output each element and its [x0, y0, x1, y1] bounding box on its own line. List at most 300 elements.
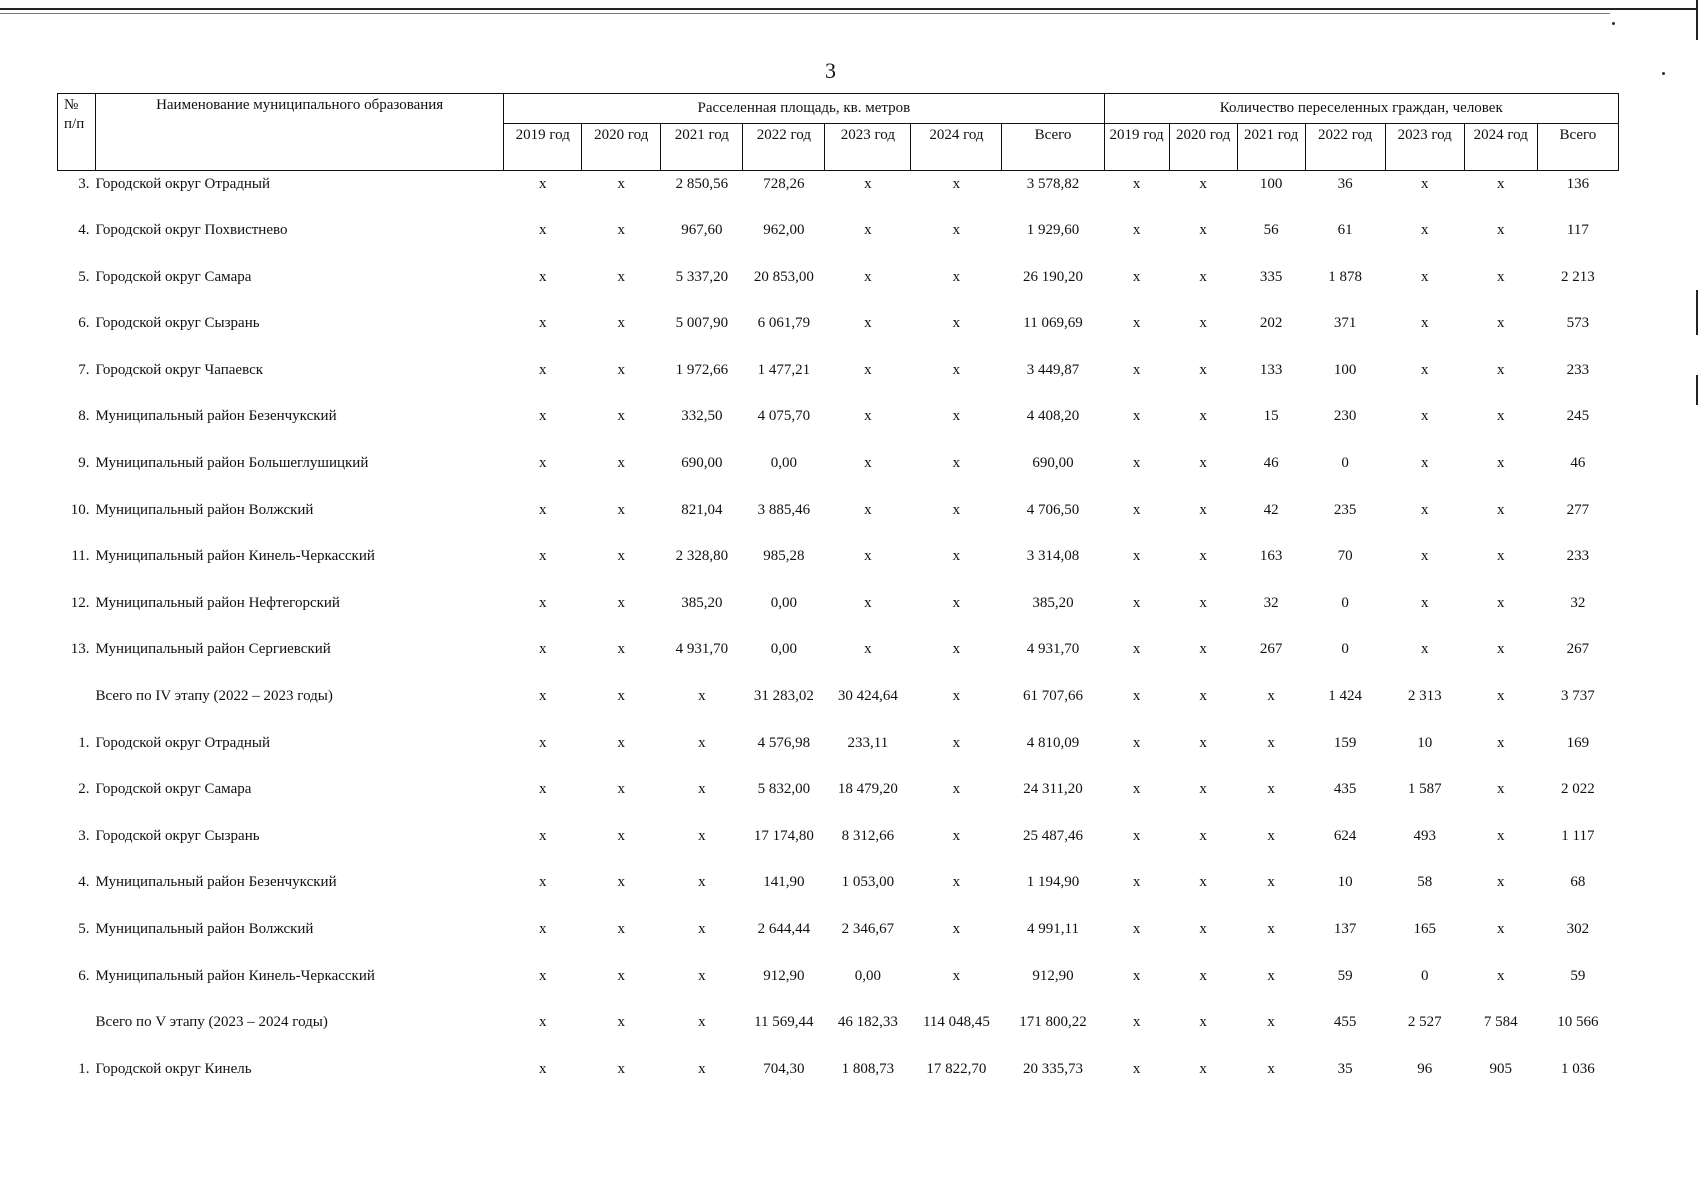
- table-row: [58, 357, 1619, 404]
- people-cell: 435: [1333, 781, 1357, 798]
- area-cell: x: [864, 315, 872, 332]
- page-number: 3: [825, 58, 836, 83]
- area-cell: x: [952, 548, 961, 565]
- people-cell: 59: [1570, 967, 1586, 984]
- area-cell: x: [539, 361, 547, 378]
- people-cell: 61: [1337, 222, 1353, 239]
- area-cell: x: [617, 827, 626, 844]
- resettlement-table: [57, 93, 1619, 1102]
- area-cell: x: [952, 222, 961, 239]
- area-cell: x: [617, 1060, 626, 1077]
- area-cell: x: [539, 594, 547, 611]
- people-cell: 230: [1333, 408, 1357, 425]
- area-cell: 1 194,90: [1026, 874, 1080, 891]
- area-cell: x: [617, 315, 626, 332]
- people-cell: x: [1496, 641, 1505, 658]
- people-cell: x: [1420, 641, 1429, 658]
- people-cell: x: [1132, 361, 1141, 378]
- people-cell: 58: [1417, 874, 1433, 891]
- area-cell: x: [698, 781, 706, 798]
- people-cell: x: [1199, 688, 1207, 705]
- people-cell: x: [1496, 827, 1505, 844]
- area-cell: 385,20: [1032, 594, 1074, 611]
- area-cell: 2 850,56: [675, 176, 729, 192]
- area-cell: x: [617, 176, 626, 192]
- header-people-2021: 2021 год: [1237, 124, 1305, 171]
- header-area-2021: 2021 год: [661, 124, 743, 171]
- area-cell: x: [698, 827, 706, 844]
- municipality-name: Городской округ Кинель: [95, 1060, 252, 1077]
- people-cell: x: [1267, 688, 1275, 705]
- municipality-name: Муниципальный район Кинель-Черкасский: [95, 548, 375, 565]
- people-cell: 235: [1333, 501, 1357, 518]
- row-number: 2.: [78, 781, 90, 798]
- area-cell: 17 174,80: [753, 827, 814, 844]
- people-cell: x: [1420, 455, 1429, 472]
- area-cell: 3 449,87: [1026, 361, 1080, 378]
- people-cell: x: [1496, 688, 1505, 705]
- people-cell: 163: [1259, 548, 1283, 565]
- header-number: № п/п: [58, 94, 96, 171]
- people-cell: x: [1420, 315, 1429, 332]
- header-area-2024: 2024 год: [911, 124, 1002, 171]
- area-cell: x: [952, 921, 961, 937]
- area-cell: 4 991,11: [1027, 921, 1079, 937]
- area-cell: 912,90: [763, 967, 805, 984]
- row-number: 10.: [70, 501, 90, 518]
- people-cell: 10: [1417, 734, 1433, 751]
- area-cell: 233,11: [847, 734, 889, 751]
- people-cell: 56: [1263, 222, 1279, 239]
- municipality-name: Городской округ Отрадный: [95, 734, 271, 751]
- people-cell: 0: [1341, 594, 1349, 611]
- area-cell: x: [617, 874, 626, 891]
- area-cell: 704,30: [763, 1060, 805, 1077]
- area-cell: 25 487,46: [1023, 827, 1083, 844]
- people-cell: 233: [1566, 548, 1590, 565]
- header-area-group: Расселенная площадь, кв. метров: [504, 94, 1104, 124]
- people-cell: x: [1199, 408, 1207, 425]
- people-cell: x: [1199, 781, 1207, 798]
- municipality-name: Городской округ Отрадный: [95, 176, 271, 192]
- area-cell: x: [864, 408, 872, 425]
- municipality-name: Городской округ Самара: [95, 268, 252, 285]
- area-cell: x: [617, 688, 626, 705]
- people-cell: 0: [1341, 641, 1349, 658]
- row-number: 6.: [78, 315, 90, 332]
- area-cell: x: [864, 501, 872, 518]
- row-number: 1.: [78, 1060, 90, 1077]
- area-cell: x: [952, 827, 961, 844]
- area-cell: 967,60: [681, 222, 723, 239]
- people-cell: 15: [1263, 408, 1279, 425]
- area-cell: x: [952, 781, 961, 798]
- people-cell: x: [1496, 967, 1505, 984]
- area-cell: x: [952, 688, 961, 705]
- header-area-2022: 2022 год: [743, 124, 825, 171]
- area-cell: 728,26: [763, 176, 805, 192]
- area-cell: x: [698, 1014, 706, 1031]
- area-cell: x: [698, 921, 706, 937]
- people-cell: x: [1132, 641, 1141, 658]
- area-cell: 171 800,22: [1019, 1014, 1087, 1031]
- area-cell: x: [952, 455, 961, 472]
- row-number: 5.: [78, 921, 90, 937]
- municipality-name: Городской округ Сызрань: [95, 315, 260, 332]
- row-number: 6.: [78, 967, 90, 984]
- area-cell: 912,90: [1032, 967, 1074, 984]
- people-cell: 624: [1333, 827, 1357, 844]
- area-cell: x: [864, 594, 872, 611]
- people-cell: x: [1199, 176, 1207, 192]
- area-cell: x: [617, 594, 626, 611]
- municipality-name: Муниципальный район Большеглушицкий: [95, 455, 369, 472]
- municipality-name: Муниципальный район Кинель-Черкасский: [95, 967, 375, 984]
- row-number: 3.: [78, 827, 90, 844]
- area-cell: 114 048,45: [922, 1014, 990, 1031]
- people-cell: 32: [1570, 594, 1586, 611]
- area-cell: x: [698, 688, 706, 705]
- area-cell: x: [617, 1014, 626, 1031]
- people-cell: 3 737: [1560, 688, 1595, 705]
- area-cell: 0,00: [770, 594, 797, 611]
- people-cell: x: [1132, 501, 1141, 518]
- people-cell: x: [1132, 921, 1141, 937]
- people-cell: 267: [1259, 641, 1283, 658]
- people-cell: 0: [1420, 967, 1429, 984]
- scan-speck: [1662, 72, 1665, 75]
- top-border-line-secondary: [0, 13, 1610, 14]
- people-cell: x: [1420, 268, 1429, 285]
- people-cell: x: [1199, 827, 1207, 844]
- area-cell: 3 885,46: [757, 501, 811, 518]
- people-cell: 165: [1413, 921, 1436, 937]
- area-cell: x: [864, 176, 872, 192]
- area-cell: 30 424,64: [837, 688, 898, 705]
- municipality-name: Муниципальный район Безенчукский: [95, 874, 337, 891]
- area-cell: x: [698, 967, 706, 984]
- table-row: [58, 450, 1619, 497]
- people-cell: x: [1420, 408, 1429, 425]
- people-cell: 2 527: [1407, 1014, 1442, 1031]
- table-row: [58, 497, 1619, 544]
- people-cell: 202: [1259, 315, 1283, 332]
- people-cell: x: [1496, 315, 1505, 332]
- people-cell: 277: [1566, 501, 1590, 518]
- area-cell: x: [539, 1014, 547, 1031]
- table-row: [58, 264, 1619, 311]
- area-cell: x: [952, 315, 961, 332]
- people-cell: x: [1420, 594, 1429, 611]
- header-people-2019: 2019 год: [1104, 124, 1169, 171]
- area-cell: 690,00: [681, 455, 723, 472]
- table-row: [58, 869, 1619, 916]
- people-cell: x: [1132, 268, 1141, 285]
- people-cell: x: [1496, 594, 1505, 611]
- people-cell: 96: [1417, 1060, 1433, 1077]
- people-cell: x: [1132, 827, 1141, 844]
- header-people-2024: 2024 год: [1464, 124, 1537, 171]
- people-cell: 46: [1570, 455, 1586, 472]
- people-cell: x: [1199, 874, 1207, 891]
- area-cell: x: [539, 1060, 547, 1077]
- area-cell: 4 576,98: [757, 734, 811, 751]
- area-cell: 5 007,90: [675, 315, 729, 332]
- area-cell: 20 335,73: [1023, 1060, 1083, 1077]
- area-cell: x: [617, 921, 626, 937]
- area-cell: x: [698, 1060, 706, 1077]
- people-cell: 1 424: [1328, 688, 1363, 705]
- row-number: [58, 683, 96, 730]
- people-cell: 371: [1333, 315, 1357, 332]
- header-municipality-name: Наименование муниципального образования: [96, 94, 504, 171]
- people-cell: x: [1199, 1060, 1207, 1077]
- area-cell: x: [539, 455, 547, 472]
- area-cell: x: [864, 222, 872, 239]
- people-cell: 100: [1259, 176, 1283, 192]
- area-cell: x: [952, 594, 961, 611]
- people-cell: 493: [1413, 827, 1436, 844]
- area-cell: x: [952, 501, 961, 518]
- area-cell: x: [617, 781, 626, 798]
- area-cell: x: [617, 501, 626, 518]
- row-number: 7.: [78, 361, 90, 378]
- people-cell: x: [1267, 734, 1275, 751]
- area-cell: x: [617, 548, 626, 565]
- people-cell: x: [1496, 455, 1505, 472]
- people-cell: 573: [1566, 315, 1590, 332]
- people-cell: 1 036: [1560, 1060, 1595, 1077]
- area-cell: 61 707,66: [1023, 688, 1083, 705]
- area-cell: 4 706,50: [1026, 501, 1080, 518]
- area-cell: 1 053,00: [841, 874, 895, 891]
- people-cell: x: [1132, 408, 1141, 425]
- people-cell: 245: [1566, 408, 1590, 425]
- people-cell: 100: [1333, 361, 1357, 378]
- people-cell: x: [1496, 268, 1505, 285]
- area-cell: 1 929,60: [1026, 222, 1080, 239]
- area-cell: 962,00: [763, 222, 805, 239]
- area-cell: 0,00: [770, 641, 797, 658]
- header-area-total: Всего: [1002, 124, 1104, 171]
- area-cell: x: [539, 268, 547, 285]
- people-cell: x: [1420, 222, 1429, 239]
- people-cell: x: [1199, 222, 1207, 239]
- area-cell: 1 972,66: [675, 361, 729, 378]
- people-cell: 1 117: [1561, 827, 1595, 844]
- area-cell: 1 808,73: [841, 1060, 895, 1077]
- area-cell: 2 328,80: [675, 548, 729, 565]
- area-cell: 2 346,67: [841, 921, 895, 937]
- area-cell: x: [617, 268, 626, 285]
- table-row: [58, 1056, 1619, 1103]
- row-number: 11.: [71, 548, 90, 565]
- people-cell: 137: [1333, 921, 1357, 937]
- header-area-2020: 2020 год: [582, 124, 661, 171]
- people-cell: x: [1199, 361, 1207, 378]
- area-cell: 11 569,44: [754, 1014, 814, 1031]
- people-cell: 10 566: [1557, 1014, 1599, 1031]
- people-cell: x: [1420, 176, 1429, 192]
- area-cell: x: [539, 222, 547, 239]
- row-number: 9.: [78, 455, 90, 472]
- row-number: 4.: [78, 222, 90, 239]
- municipality-name: Муниципальный район Волжский: [95, 501, 314, 518]
- people-cell: x: [1199, 1014, 1207, 1031]
- area-cell: x: [539, 641, 547, 658]
- people-cell: 159: [1333, 734, 1357, 751]
- header-people-2020: 2020 год: [1169, 124, 1237, 171]
- row-number: [58, 1009, 96, 1056]
- people-cell: x: [1132, 967, 1141, 984]
- people-cell: x: [1132, 874, 1141, 891]
- area-cell: 20 853,00: [753, 268, 814, 285]
- people-cell: x: [1496, 176, 1505, 192]
- people-cell: 0: [1341, 455, 1349, 472]
- people-cell: x: [1267, 874, 1275, 891]
- municipality-name: Муниципальный район Волжский: [95, 921, 314, 937]
- people-cell: x: [1132, 548, 1141, 565]
- table-row: [58, 916, 1619, 963]
- municipality-name: Городской округ Сызрань: [95, 827, 260, 844]
- stage-total-label: Всего по V этапу (2023 – 2024 годы): [95, 1014, 328, 1031]
- row-number: 4.: [78, 874, 90, 891]
- area-cell: x: [864, 455, 872, 472]
- row-number: 12.: [70, 594, 90, 611]
- area-cell: 17 822,70: [926, 1060, 987, 1077]
- people-cell: x: [1132, 594, 1141, 611]
- people-cell: x: [1199, 548, 1207, 565]
- people-cell: x: [1199, 921, 1207, 937]
- people-cell: 1 587: [1407, 781, 1442, 798]
- people-cell: x: [1199, 501, 1207, 518]
- area-cell: x: [539, 501, 547, 518]
- stage-total-label: Всего по IV этапу (2022 – 2023 годы): [95, 688, 333, 705]
- table-row: [58, 730, 1619, 777]
- people-cell: x: [1267, 921, 1275, 937]
- area-cell: 821,04: [681, 501, 723, 518]
- area-cell: 0,00: [854, 967, 881, 984]
- area-cell: x: [952, 408, 961, 425]
- table-row: [58, 963, 1619, 1010]
- area-cell: x: [952, 268, 961, 285]
- people-cell: 267: [1566, 641, 1590, 658]
- people-cell: 455: [1333, 1014, 1357, 1031]
- header-people-group: Количество переселенных граждан, человек: [1104, 94, 1618, 124]
- area-cell: 4 931,70: [1026, 641, 1080, 658]
- people-cell: 32: [1263, 594, 1279, 611]
- area-cell: 4 931,70: [675, 641, 729, 658]
- people-cell: x: [1199, 734, 1207, 751]
- people-cell: 1 878: [1328, 268, 1363, 285]
- people-cell: x: [1199, 594, 1207, 611]
- people-cell: x: [1420, 361, 1429, 378]
- area-cell: x: [539, 921, 547, 937]
- people-cell: x: [1496, 781, 1505, 798]
- people-cell: 335: [1259, 268, 1283, 285]
- area-cell: 6 061,79: [757, 315, 811, 332]
- area-cell: x: [698, 874, 706, 891]
- municipality-name: Городской округ Чапаевск: [95, 361, 264, 378]
- table-row: [58, 171, 1619, 218]
- area-cell: x: [952, 734, 961, 751]
- area-cell: 141,90: [763, 874, 805, 891]
- people-cell: 36: [1337, 176, 1353, 192]
- people-cell: 233: [1566, 361, 1590, 378]
- people-cell: x: [1267, 827, 1275, 844]
- area-cell: 4 810,09: [1026, 734, 1080, 751]
- area-cell: x: [617, 967, 626, 984]
- people-cell: x: [1420, 501, 1429, 518]
- people-cell: x: [1267, 1060, 1275, 1077]
- people-cell: x: [1132, 688, 1141, 705]
- area-cell: 24 311,20: [1023, 781, 1083, 798]
- municipality-name: Городской округ Самара: [95, 781, 252, 798]
- people-cell: 2 313: [1407, 688, 1442, 705]
- table-row: [58, 776, 1619, 823]
- people-cell: x: [1199, 967, 1207, 984]
- area-cell: 18 479,20: [837, 781, 898, 798]
- row-number: 13.: [70, 641, 90, 658]
- area-cell: x: [539, 688, 547, 705]
- area-cell: 690,00: [1032, 455, 1074, 472]
- scan-speck: [1612, 22, 1615, 25]
- area-cell: x: [864, 548, 872, 565]
- area-cell: 3 314,08: [1026, 548, 1080, 565]
- area-cell: x: [617, 734, 626, 751]
- area-cell: 2 644,44: [757, 921, 811, 937]
- people-cell: x: [1132, 734, 1141, 751]
- area-cell: x: [864, 361, 872, 378]
- people-cell: x: [1267, 781, 1275, 798]
- people-cell: x: [1496, 361, 1505, 378]
- table-row: [58, 590, 1619, 637]
- area-cell: x: [539, 781, 547, 798]
- row-number: 8.: [78, 408, 90, 425]
- people-cell: 59: [1337, 967, 1353, 984]
- area-cell: 26 190,20: [1023, 268, 1083, 285]
- area-cell: 0,00: [770, 455, 797, 472]
- people-cell: x: [1496, 408, 1505, 425]
- header-people-total: Всего: [1537, 124, 1618, 171]
- people-cell: x: [1420, 548, 1429, 565]
- area-cell: 11 069,69: [1023, 315, 1083, 332]
- area-cell: x: [539, 408, 547, 425]
- area-cell: x: [539, 176, 547, 192]
- people-cell: x: [1199, 455, 1207, 472]
- area-cell: x: [952, 176, 961, 192]
- area-cell: 385,20: [681, 594, 723, 611]
- area-cell: 985,28: [763, 548, 805, 565]
- area-cell: 4 408,20: [1026, 408, 1080, 425]
- people-cell: x: [1132, 1060, 1141, 1077]
- table-row: [58, 403, 1619, 450]
- people-cell: 46: [1263, 455, 1279, 472]
- people-cell: x: [1132, 176, 1141, 192]
- people-cell: x: [1496, 874, 1505, 891]
- area-cell: 1 477,21: [757, 361, 811, 378]
- municipality-name: Городской округ Похвистнево: [95, 222, 288, 239]
- people-cell: 2 213: [1560, 268, 1595, 285]
- area-cell: 8 312,66: [841, 827, 895, 844]
- table-row: [58, 217, 1619, 264]
- row-number: 3.: [78, 176, 90, 192]
- people-cell: x: [1132, 781, 1141, 798]
- people-cell: x: [1199, 268, 1207, 285]
- people-cell: 35: [1337, 1060, 1353, 1077]
- area-cell: 4 075,70: [757, 408, 811, 425]
- area-cell: x: [952, 361, 961, 378]
